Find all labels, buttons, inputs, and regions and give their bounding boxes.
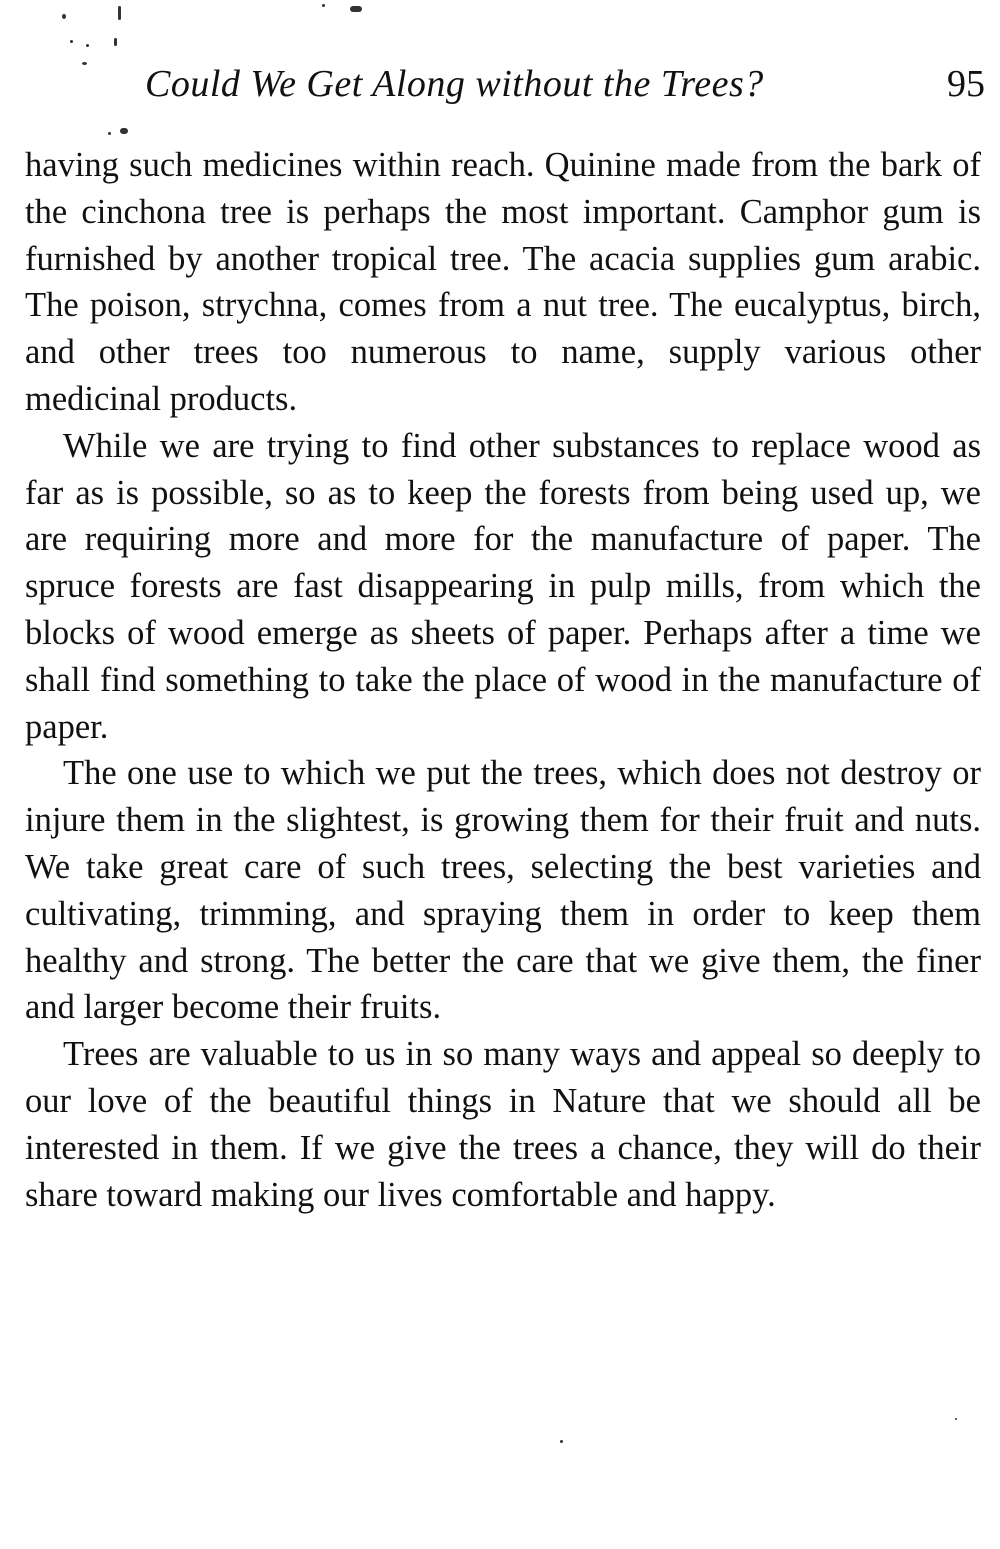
- paragraph-paper: While we are trying to find other substances to replace wood as far as is possible, so as to keep the forests from being used up, we are requiring more and more for the manufacture of paper. The spruce forests are fast disappearing in pulp mills, from which the blocks of wood emerge as sheets of paper. Perhaps after a time we shall find something to take the place of wood in the manufacture of paper.: [25, 426, 981, 746]
- scan-speck: [322, 4, 325, 7]
- running-title: Could We Get Along without the Trees?: [145, 63, 764, 105]
- scan-speck: [108, 132, 111, 135]
- scan-speck: [86, 44, 89, 47]
- scan-speck: [82, 62, 87, 65]
- body-text: [25, 142, 981, 1218]
- page-number: 95: [947, 63, 985, 105]
- running-head: [145, 62, 985, 112]
- scan-speck: [955, 1418, 957, 1420]
- paragraph-conclusion: Trees are valuable to us in so many ways and appeal so deeply to our love of the beautiful things in Nature that we should all be interested in them. If we give the trees a chance, they will do their share toward making our lives comfortable and happy.: [25, 1035, 981, 1214]
- scan-speck: [120, 128, 128, 134]
- scan-speck: [350, 6, 362, 12]
- scan-speck: [560, 1440, 563, 1443]
- scan-speck: [114, 38, 117, 46]
- paragraph-fruit-and-nuts: The one use to which we put the trees, which does not destroy or injure them in the slightest, is growing them for their fruit and nuts. We take great care of such trees, selecting the best varieties and cultivating, trimming, and spraying them in order to keep them healthy and strong. The better the care that we give them, the finer and larger become their fruits.: [25, 754, 981, 1027]
- scan-speck: [118, 6, 121, 20]
- paragraph-medicines: having such medicines within reach. Quinine made from the bark of the cinchona tree is perhaps the most important. Camphor gum is furnished by another tropical tree. The acacia supplies gum arabic. The poison, strychna, comes from a nut tree. The eucalyptus, birch, and other trees too numerous to name, supply various other medicinal products.: [25, 146, 981, 418]
- scan-speck: [70, 40, 73, 43]
- scan-speck: [62, 14, 66, 19]
